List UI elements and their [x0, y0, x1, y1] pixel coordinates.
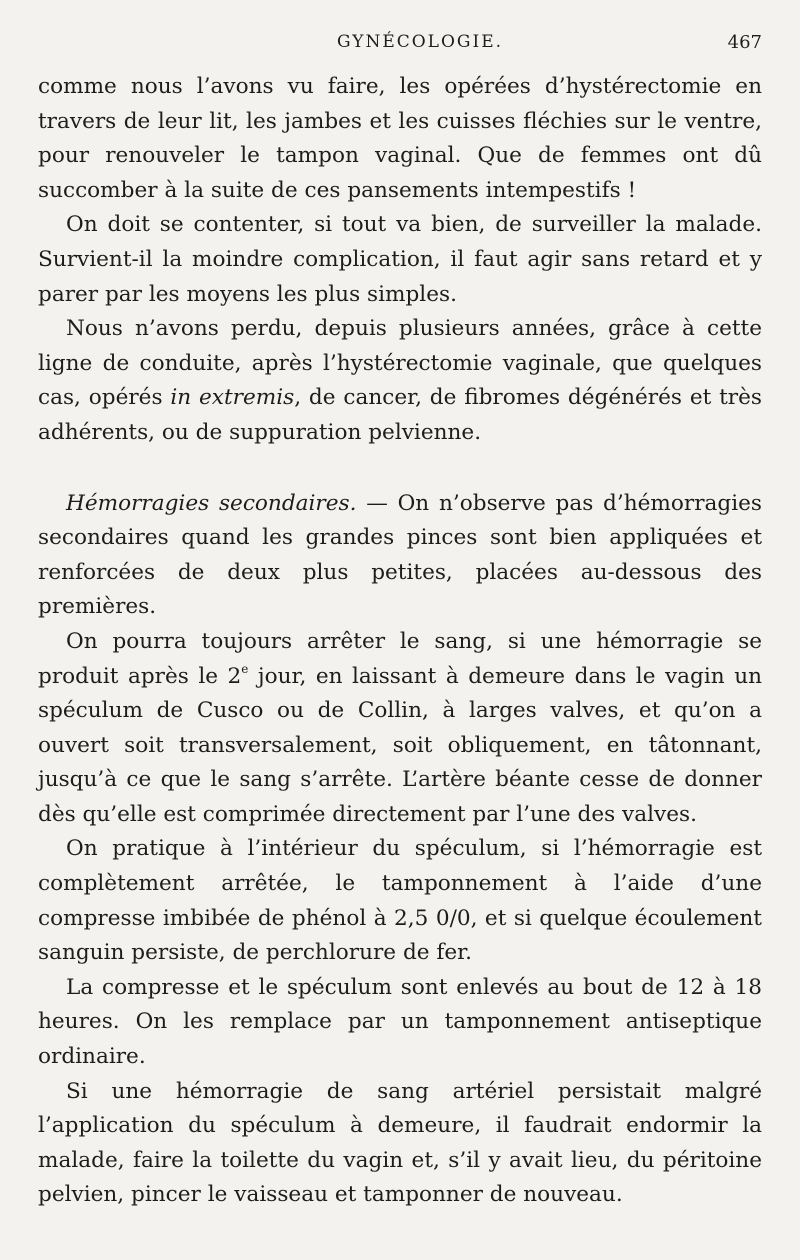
paragraph-4	[38, 487, 762, 625]
paragraph-3	[38, 312, 762, 450]
paragraph-1: comme nous l’avons vu faire, les opérées d’hystérectomie en travers de leur lit, les jambes et les cuisses fléchies sur le ventre, pour renouveler le tampon vaginal. Que de femmes ont dû succomber à la suite de ces pansements intempestifs !	[38, 74, 762, 203]
paragraph-3-end: , de cancer, de fibromes dégénérés et très adhérents, ou de suppuration pelvienne.	[38, 385, 762, 445]
page-number: 467	[727, 32, 762, 53]
paragraph-6: On pratique à l’intérieur du spéculum, si l’hémorragie est complètement arrêtée, le tamponnement à l’aide d’une compresse imbibée de phénol à 2,5 0/0, et si quelque écoulement sanguin persiste, de perchlorure de fer.	[38, 836, 762, 966]
section-heading: Hémorragies secondaires.	[66, 490, 357, 516]
italic-phrase: in extremis	[170, 385, 295, 411]
paragraph-5	[38, 625, 762, 833]
paragraph-5-start: On pourra toujours arrêter le sang, si une hémorragie se produit après le 2	[38, 628, 762, 689]
paragraph-8: Si une hémorragie de sang artériel persistait malgré l’application du spéculum à demeure, il faudrait endormir la malade, faire la toilette du vagin et, s’il y avait lieu, du péritoine pelvien, pincer le vaisseau et tamponner de nouveau.	[38, 1078, 762, 1208]
ordinal-superscript: e	[241, 661, 249, 676]
paragraph-7: La compresse et le spéculum sont enlevés au bout de 12 à 18 heures. On les remplace par un tamponnement antiseptique ordinaire.	[38, 974, 762, 1070]
paragraph-3-start: Nous n’avons perdu, depuis plusieurs années, grâce à cette ligne de conduite, après l’hystérectomie vaginale, que quelques cas, opérés	[38, 316, 762, 411]
paragraph-5-end: jour, en laissant à demeure dans le vagin un spéculum de Cusco ou de Collin, à larges valves, et qu’on a ouvert soit transversalement, soit obliquement, en tâtonnant, jusqu’à ce que le sang s’arrête. L’artère béante cesse de donner dès qu’elle est comprimée directement par l’une des valves.	[38, 663, 763, 827]
running-title: GYNÉCOLOGIE.	[336, 32, 504, 52]
paragraph-2: On doit se contenter, si tout va bien, de surveiller la malade. Survient-il la moindre complication, il faut agir sans retard et y parer par les moyens les plus simples.	[38, 212, 762, 307]
body-text	[38, 70, 762, 1213]
paragraph-4-text: — On n’observe pas d’hémorragies secondaires quand les grandes pinces sont bien appliquées et renforcées de deux plus petites, placées au-dessous des premières.	[38, 490, 762, 620]
page-header	[38, 30, 762, 66]
